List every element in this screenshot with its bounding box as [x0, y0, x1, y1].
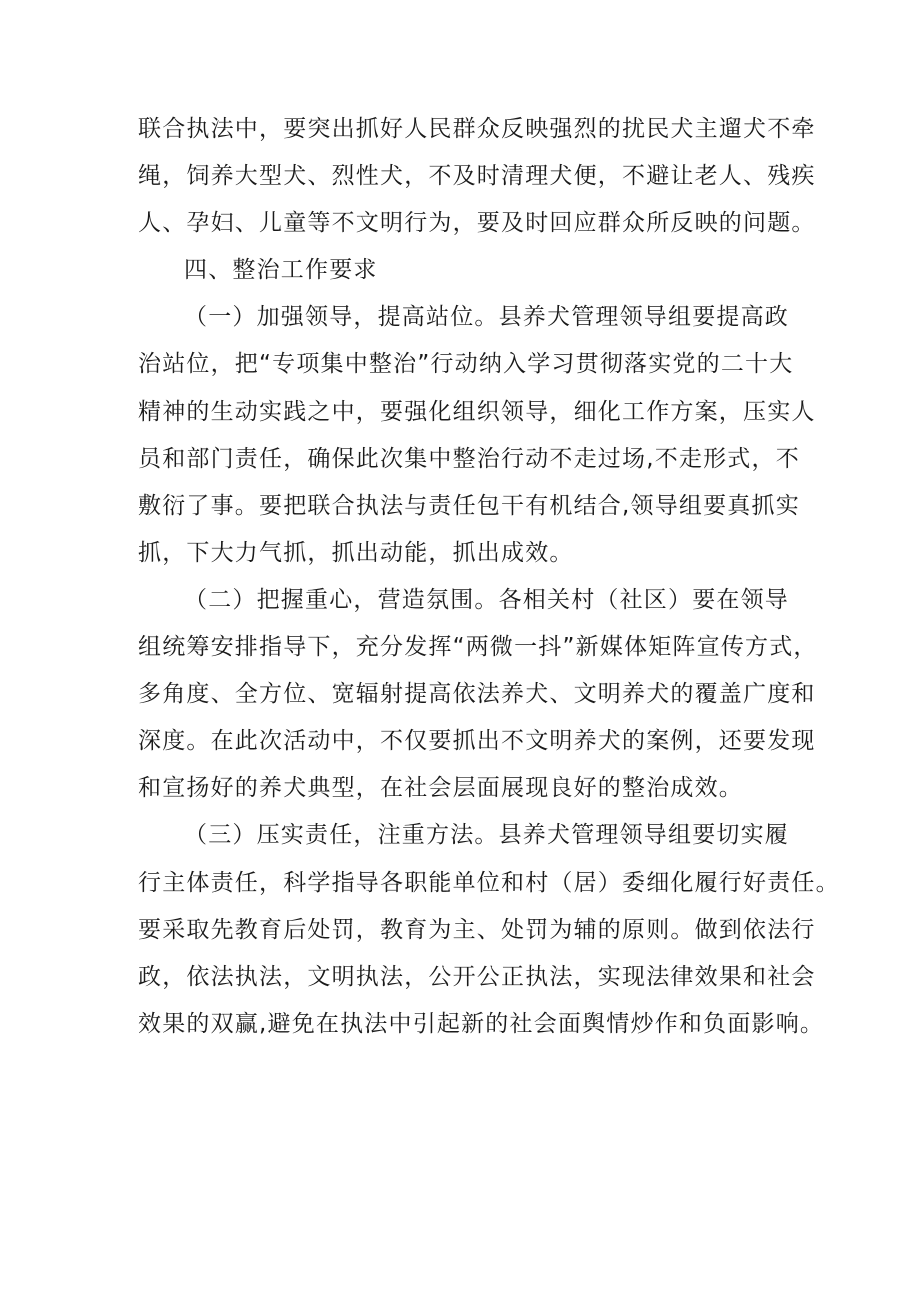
paragraph-line: 精神的生动实践之中，要强化组织领导，细化工作方案，压实人 [138, 398, 816, 425]
paragraph-line: 多角度、全方位、宽辐射提高依法养犬、文明养犬的覆盖广度和 [138, 681, 816, 708]
paragraph-line: 员和部门责任，确保此次集中整治行动不走过场,不走形式，不 [138, 445, 800, 472]
paragraph-line: 深度。在此次活动中，不仅要抓出不文明养犬的案例，还要发现 [138, 728, 816, 755]
paragraph-line: （三）压实责任，注重方法。县养犬管理领导组要切实履 [184, 822, 789, 849]
paragraph-line: 敷衍了事。要把联合执法与责任包干有机结合,领导组要真抓实 [138, 492, 800, 519]
paragraph-line: 绳，饲养大型犬、烈性犬，不及时清理犬便，不避让老人、残疾 [138, 163, 816, 190]
paragraph-line: 效果的双赢,避免在执法中引起新的社会面舆情炒作和负面影响。 [138, 1010, 825, 1037]
paragraph-line: 和宣扬好的养犬典型，在社会层面展现良好的整治成效。 [138, 775, 743, 802]
paragraph-line: 行主体责任，科学指导各职能单位和村（居）委细化履行好责任。 [138, 869, 840, 896]
paragraph-line: （二）把握重心，营造氛围。各相关村（社区）要在领导 [184, 586, 789, 613]
paragraph-line: 联合执法中，要突出抓好人民群众反映强烈的扰民犬主遛犬不牵 [138, 116, 816, 142]
paragraph-line: 要采取先教育后处罚，教育为主、处罚为辅的原则。做到依法行 [138, 916, 816, 943]
paragraph-line: 人、孕妇、儿童等不文明行为，要及时回应群众所反映的问题。 [138, 210, 816, 237]
paragraph-line: 治站位，把“专项集中整治”行动纳入学习贯彻落实党的二十大 [138, 351, 794, 378]
paragraph-line: 抓，下大力气抓，抓出动能，抓出成效。 [138, 539, 574, 566]
section-heading: 四、整治工作要求 [184, 257, 378, 284]
paragraph-line: 组统筹安排指导下，充分发挥“两微一抖”新媒体矩阵宣传方式， [138, 634, 818, 661]
paragraph-line: （一）加强领导，提高站位。县养犬管理领导组要提高政 [184, 304, 789, 331]
document-body [138, 106, 840, 1048]
paragraph-line: 政，依法执法，文明执法，公开公正执法，实现法律效果和社会 [138, 963, 816, 990]
